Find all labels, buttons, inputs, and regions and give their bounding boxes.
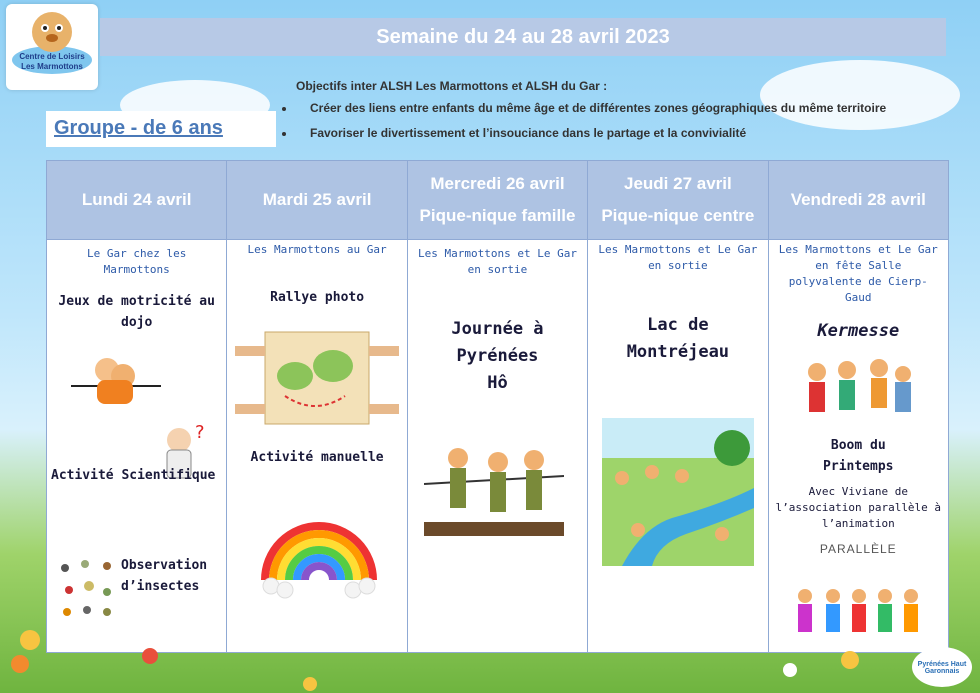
day-subtitle: Pique-nique famille xyxy=(419,206,576,225)
day-header-monday: Lundi 24 avril xyxy=(47,161,227,240)
parallele-logo: PARALLÈLE xyxy=(819,542,897,556)
group-label-box xyxy=(46,111,276,147)
location-text: Les Marmottons et Le Gar en sortie xyxy=(598,243,758,272)
kermesse-illustration xyxy=(797,348,917,422)
objective-item: • Créer des liens entre enfants du même âge et de différentes zones géographiques du même territoire xyxy=(296,101,886,115)
objectives-heading: Objectifs inter ALSH Les Marmottons et ALSH du Gar : xyxy=(296,79,608,93)
activity-text: Boom du Printemps xyxy=(823,438,894,474)
activity-text: Observation d’insectes xyxy=(121,558,208,594)
rainbow-illustration xyxy=(257,504,381,604)
group-label: Groupe - de 6 ans xyxy=(54,117,223,139)
objective-item: • Favoriser le divertissement et l’insouciance dans le partage et la convivialité xyxy=(296,126,886,140)
activity-text: Activité manuelle xyxy=(250,450,384,465)
treasure-map-illustration xyxy=(235,326,399,432)
page-title: Semaine du 24 au 28 avril 2023 xyxy=(100,18,946,56)
partner-text: Avec Viviane de l’association parallèle à l’animation xyxy=(775,485,942,530)
flowers-decoration xyxy=(0,600,980,693)
day-subtitle: Pique-nique centre xyxy=(601,206,755,225)
activity-text: Kermesse xyxy=(817,320,900,341)
weekly-schedule xyxy=(46,160,949,653)
day-header-friday: Vendredi 28 avril xyxy=(768,161,948,240)
activity-text: Rallye photo xyxy=(270,289,365,305)
treetop-adventure-illustration xyxy=(424,436,564,548)
svg-text:?: ? xyxy=(195,422,205,443)
day-cell-friday xyxy=(768,240,948,653)
logo-text: Centre de Loisirs Les Marmottons xyxy=(19,52,85,71)
activity-text: Lac de Montréjeau xyxy=(626,314,730,363)
footer-logo-text: Pyrénées Haut Garonnais xyxy=(917,661,967,675)
lake-illustration xyxy=(602,418,754,566)
day-header-wednesday: Mercredi 26 avril Pique-nique famille xyxy=(407,161,587,240)
activity-text: Journée à Pyrénées Hô xyxy=(451,318,544,394)
centre-logo xyxy=(6,4,98,90)
day-cell-wednesday xyxy=(407,240,587,653)
activity-text: Jeux de motricité au dojo xyxy=(58,293,215,330)
day-cell-monday xyxy=(47,240,227,653)
day-cell-thursday xyxy=(588,240,768,653)
activity-text: Activité Scientifique xyxy=(51,468,216,483)
location-text: Le Gar chez les Marmottons xyxy=(87,247,187,276)
footer-logo xyxy=(912,647,972,687)
day-header-thursday: Jeudi 27 avril Pique-nique centre xyxy=(588,161,768,240)
day-cell-tuesday xyxy=(227,240,407,653)
location-text: Les Marmottons et Le Gar en sortie xyxy=(418,247,577,276)
location-text: Les Marmottons au Gar xyxy=(247,243,387,256)
objectives xyxy=(296,79,886,151)
kids-hug-illustration xyxy=(71,350,161,410)
location-text: Les Marmottons et Le Gar en fête Salle polyvalente de Cierp-Gaud xyxy=(778,243,938,304)
day-header-tuesday: Mardi 25 avril xyxy=(227,161,407,240)
